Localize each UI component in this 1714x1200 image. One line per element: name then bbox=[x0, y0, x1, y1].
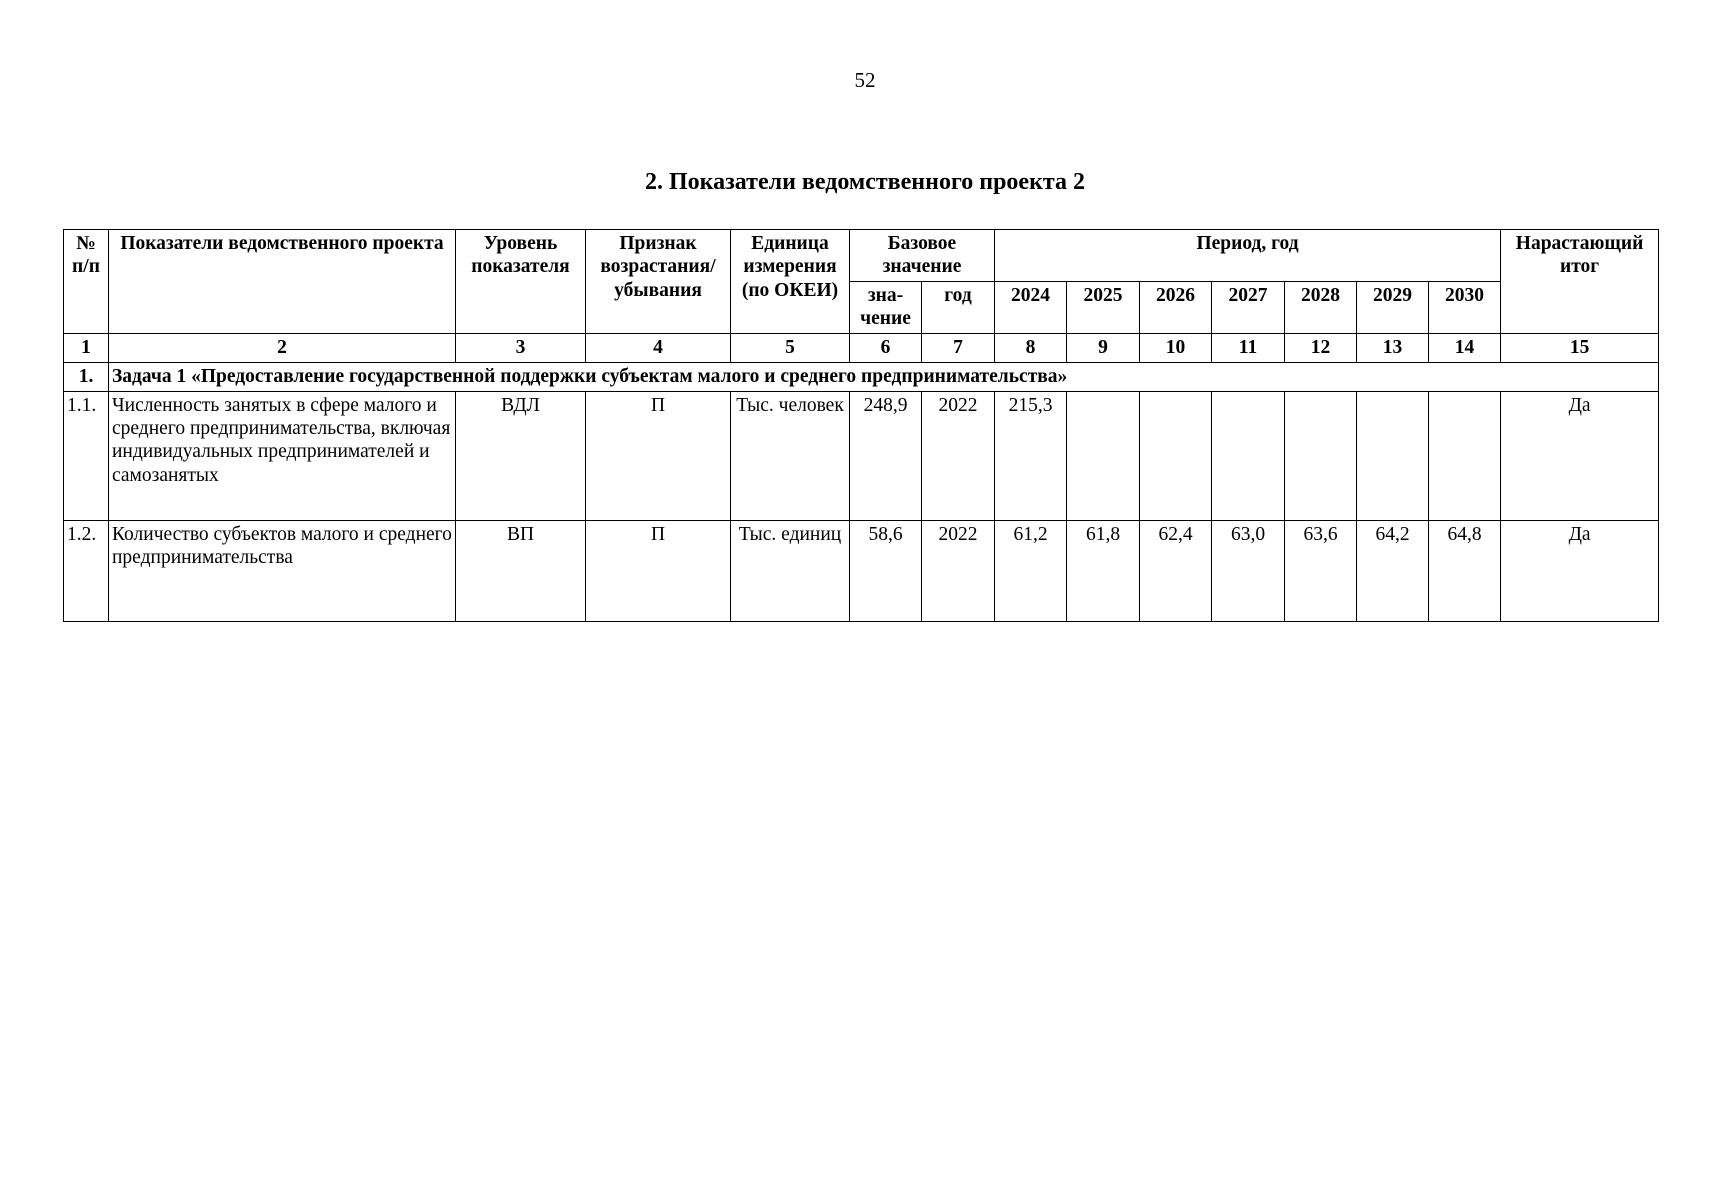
column-number: 12 bbox=[1285, 333, 1357, 362]
cumulative-flag: Да bbox=[1501, 520, 1659, 621]
header-year: 2028 bbox=[1285, 281, 1357, 333]
header-period: Период, год bbox=[995, 230, 1501, 282]
header-level: Уровень показателя bbox=[456, 230, 586, 334]
task-title: Задача 1 «Предоставление государственной поддержки субъектам малого и среднего предпринимательства» bbox=[109, 362, 1659, 391]
document-title: 2. Показатели ведомственного проекта 2 bbox=[645, 169, 1085, 195]
year-value: 215,3 bbox=[995, 391, 1067, 520]
row-number: 1.2. bbox=[64, 520, 109, 621]
base-year: 2022 bbox=[922, 520, 995, 621]
header-base: Базовое значение bbox=[850, 230, 995, 282]
indicator-level: ВДЛ bbox=[456, 391, 586, 520]
table-row bbox=[64, 520, 1659, 621]
base-value: 58,6 bbox=[850, 520, 922, 621]
header-year: 2025 bbox=[1067, 281, 1140, 333]
column-number: 1 bbox=[64, 333, 109, 362]
column-number: 3 bbox=[456, 333, 586, 362]
year-value bbox=[1140, 391, 1212, 520]
year-value: 63,6 bbox=[1285, 520, 1357, 621]
header-cumulative: Нарастающий итог bbox=[1501, 230, 1659, 334]
indicator-trend: П bbox=[586, 520, 731, 621]
task-row bbox=[64, 362, 1659, 391]
column-number: 10 bbox=[1140, 333, 1212, 362]
year-value: 61,2 bbox=[995, 520, 1067, 621]
column-number: 5 bbox=[731, 333, 850, 362]
header-row-1 bbox=[64, 230, 1659, 282]
year-value bbox=[1067, 391, 1140, 520]
indicator-name: Численность занятых в сфере малого и среднего предпринимательства, включая индивидуальных предпринимателей и самозанятых bbox=[109, 391, 456, 520]
header-base-year: год bbox=[922, 281, 995, 333]
header-year: 2029 bbox=[1357, 281, 1429, 333]
year-value: 64,8 bbox=[1429, 520, 1501, 621]
year-value: 62,4 bbox=[1140, 520, 1212, 621]
column-number: 14 bbox=[1429, 333, 1501, 362]
column-number: 8 bbox=[995, 333, 1067, 362]
column-number-row bbox=[64, 333, 1659, 362]
year-value: 64,2 bbox=[1357, 520, 1429, 621]
column-number: 11 bbox=[1212, 333, 1285, 362]
year-value: 61,8 bbox=[1067, 520, 1140, 621]
indicator-level: ВП bbox=[456, 520, 586, 621]
column-number: 4 bbox=[586, 333, 731, 362]
header-no: № п/п bbox=[64, 230, 109, 334]
table-row bbox=[64, 391, 1659, 520]
page-number: 52 bbox=[854, 68, 876, 92]
column-number: 15 bbox=[1501, 333, 1659, 362]
column-number: 6 bbox=[850, 333, 922, 362]
year-value bbox=[1357, 391, 1429, 520]
column-number: 9 bbox=[1067, 333, 1140, 362]
indicator-trend: П bbox=[586, 391, 731, 520]
row-number: 1.1. bbox=[64, 391, 109, 520]
header-unit: Единица измерения (по ОКЕИ) bbox=[731, 230, 850, 334]
column-number: 7 bbox=[922, 333, 995, 362]
header-year: 2026 bbox=[1140, 281, 1212, 333]
task-number: 1. bbox=[64, 362, 109, 391]
indicators-table bbox=[63, 229, 1659, 622]
header-year: 2027 bbox=[1212, 281, 1285, 333]
cumulative-flag: Да bbox=[1501, 391, 1659, 520]
header-indicator: Показатели ведомственного проекта bbox=[109, 230, 456, 334]
year-value bbox=[1212, 391, 1285, 520]
year-value bbox=[1285, 391, 1357, 520]
header-trend: Признак возрастания/ убывания bbox=[586, 230, 731, 334]
column-number: 2 bbox=[109, 333, 456, 362]
year-value: 63,0 bbox=[1212, 520, 1285, 621]
column-number: 13 bbox=[1357, 333, 1429, 362]
header-year: 2030 bbox=[1429, 281, 1501, 333]
header-year: 2024 bbox=[995, 281, 1067, 333]
base-year: 2022 bbox=[922, 391, 995, 520]
indicator-name: Количество субъектов малого и среднего предпринимательства bbox=[109, 520, 456, 621]
header-base-value: зна-чение bbox=[850, 281, 922, 333]
indicator-unit: Тыс. единиц bbox=[731, 520, 850, 621]
indicator-unit: Тыс. человек bbox=[731, 391, 850, 520]
year-value bbox=[1429, 391, 1501, 520]
base-value: 248,9 bbox=[850, 391, 922, 520]
